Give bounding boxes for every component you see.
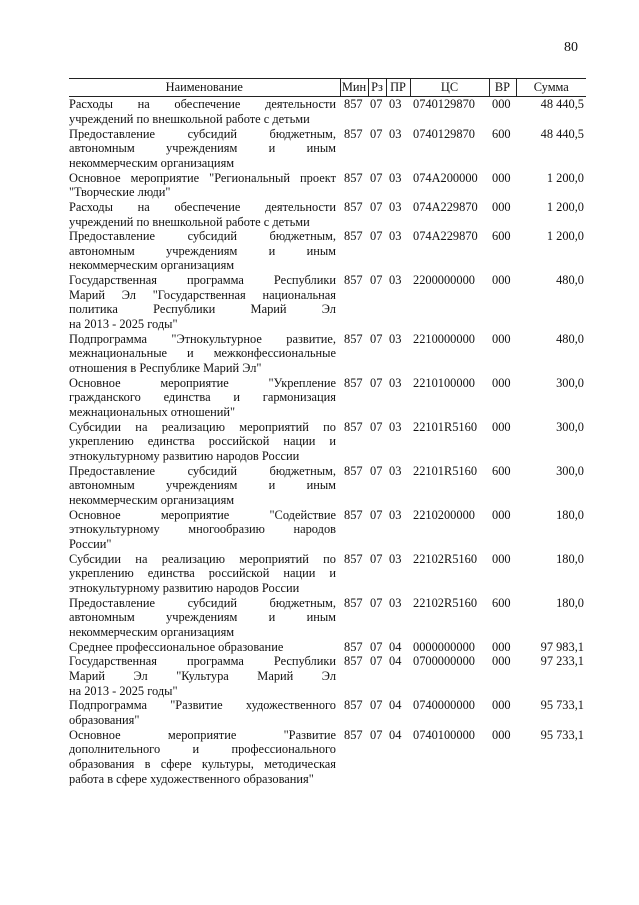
row-name-line: автономным учреждениям и иным [69, 141, 336, 156]
row-cs: 0740129870 [413, 126, 475, 141]
row-rz: 07 [370, 463, 383, 478]
row-vr: 000 [492, 639, 511, 654]
row-name-line: Подпрограмма "Этнокультурное развитие, [69, 331, 336, 346]
row-name [69, 551, 340, 595]
row-sum: 480,0 [556, 331, 584, 346]
row-rz: 07 [370, 97, 383, 112]
row-name-line: России" [69, 536, 112, 551]
row-sum: 180,0 [556, 507, 584, 522]
row-min: 857 [344, 551, 363, 566]
row-name [69, 595, 340, 639]
row-vr: 000 [492, 698, 511, 713]
row-min: 857 [344, 698, 363, 713]
row-cs: 22102R5160 [413, 595, 478, 610]
header-rz: Рз [368, 79, 386, 97]
row-sum: 95 733,1 [540, 727, 584, 742]
row-name [69, 170, 340, 199]
row-name [69, 97, 340, 127]
row-name-line: межнациональных отношений" [69, 404, 236, 419]
row-pr: 03 [389, 551, 402, 566]
row-vr: 000 [492, 331, 511, 346]
budget-table-container [69, 78, 586, 786]
table-row [69, 332, 586, 376]
row-cs: 0000000000 [413, 639, 475, 654]
row-rz: 07 [370, 170, 383, 185]
row-vr: 600 [492, 463, 511, 478]
row-sum: 48 440,5 [540, 97, 584, 112]
row-sum: 1 200,0 [546, 170, 584, 185]
row-name-line: Основное мероприятие "Развитие [69, 727, 336, 742]
row-cs: 22101R5160 [413, 419, 478, 434]
row-name [69, 728, 340, 787]
row-sum: 97 233,1 [540, 654, 584, 669]
row-name [69, 639, 340, 654]
row-min: 857 [344, 229, 363, 244]
row-name [69, 654, 340, 698]
row-vr: 000 [492, 727, 511, 742]
row-name-line: Основное мероприятие "Содействие [69, 507, 336, 522]
row-name-line: Субсидии на реализацию мероприятий по [69, 419, 336, 434]
row-cs: 2210000000 [413, 331, 475, 346]
row-name [69, 126, 340, 170]
row-min: 857 [344, 97, 363, 112]
table-row [69, 551, 586, 595]
row-name [69, 420, 340, 464]
row-name-line: автономным учреждениям и иным [69, 610, 336, 625]
row-rz: 07 [370, 639, 383, 654]
row-name-line: работа в сфере художественного образования" [69, 771, 314, 786]
row-cs: 074A229870 [413, 229, 478, 244]
row-pr: 03 [389, 229, 402, 244]
row-vr: 000 [492, 419, 511, 434]
row-name-line: Расходы на обеспечение деятельности [69, 199, 336, 214]
row-pr: 03 [389, 97, 402, 112]
row-cs: 0740129870 [413, 97, 475, 112]
row-name-line: на 2013 - 2025 годы" [69, 683, 178, 698]
row-sum: 480,0 [556, 273, 584, 288]
row-name-line: Предоставление субсидий бюджетным, [69, 595, 336, 610]
row-name-line: Основное мероприятие "Региональный проект [69, 170, 336, 185]
row-min: 857 [344, 727, 363, 742]
row-pr: 03 [389, 199, 402, 214]
row-name-line: укреплению единства российской нации и [69, 434, 336, 449]
row-name-line: гражданского единства и гармонизация [69, 390, 336, 405]
row-name [69, 229, 340, 273]
row-name-line: автономным учреждениям и иным [69, 478, 336, 493]
row-name-line: Государственная программа Республики [69, 273, 336, 288]
row-pr: 03 [389, 419, 402, 434]
row-min: 857 [344, 273, 363, 288]
row-sum: 95 733,1 [540, 698, 584, 713]
row-sum: 180,0 [556, 551, 584, 566]
budget-table [69, 78, 586, 786]
row-name [69, 698, 340, 727]
row-vr: 000 [492, 375, 511, 390]
row-pr: 03 [389, 126, 402, 141]
table-row [69, 200, 586, 229]
row-min: 857 [344, 595, 363, 610]
row-sum: 180,0 [556, 595, 584, 610]
row-name-line: политика Республики Марий Эл [69, 302, 336, 317]
row-rz: 07 [370, 727, 383, 742]
row-min: 857 [344, 463, 363, 478]
row-min: 857 [344, 199, 363, 214]
row-cs: 0740000000 [413, 698, 475, 713]
table-row [69, 639, 586, 654]
header-min: Мин [340, 79, 368, 97]
row-rz: 07 [370, 507, 383, 522]
row-name-line: некоммерческим организациям [69, 155, 235, 170]
row-sum: 1 200,0 [546, 229, 584, 244]
table-row [69, 170, 586, 199]
row-vr: 600 [492, 595, 511, 610]
row-pr: 03 [389, 170, 402, 185]
row-name-line: Предоставление субсидий бюджетным, [69, 463, 336, 478]
row-min: 857 [344, 375, 363, 390]
row-cs: 2210200000 [413, 507, 475, 522]
row-pr: 04 [389, 654, 402, 669]
row-rz: 07 [370, 375, 383, 390]
row-pr: 03 [389, 463, 402, 478]
row-name-line: "Творческие люди" [69, 185, 171, 200]
table-row [69, 508, 586, 552]
row-min: 857 [344, 331, 363, 346]
header-cs: ЦС [410, 79, 489, 97]
row-name-line: Марий Эл "Культура Марий Эл [69, 668, 336, 683]
row-min: 857 [344, 419, 363, 434]
row-name-line: Марий Эл "Государственная национальная [69, 287, 336, 302]
row-rz: 07 [370, 419, 383, 434]
header-vr: ВР [489, 79, 516, 97]
row-name-line: Расходы на обеспечение деятельности [69, 97, 336, 112]
header-name: Наименование [69, 79, 340, 97]
row-name-line: Предоставление субсидий бюджетным, [69, 126, 336, 141]
row-name-line: Среднее профессиональное образование [69, 639, 284, 654]
row-pr: 04 [389, 727, 402, 742]
row-rz: 07 [370, 331, 383, 346]
row-vr: 000 [492, 273, 511, 288]
row-cs: 074A200000 [413, 170, 478, 185]
row-rz: 07 [370, 595, 383, 610]
row-name-line: отношения в Республике Марий Эл" [69, 361, 262, 375]
row-name-line: дополнительного и профессионального [69, 742, 336, 757]
table-row [69, 376, 586, 420]
row-vr: 000 [492, 199, 511, 214]
table-row [69, 728, 586, 787]
row-min: 857 [344, 507, 363, 522]
row-name-line: этнокультурному многообразию народов [69, 522, 336, 537]
row-name-line: автономным учреждениям и иным [69, 243, 336, 258]
row-name-line: Предоставление субсидий бюджетным, [69, 229, 336, 244]
header-sum: Сумма [516, 79, 586, 97]
row-vr: 000 [492, 170, 511, 185]
row-name-line: на 2013 - 2025 годы" [69, 317, 178, 332]
row-pr: 03 [389, 595, 402, 610]
row-cs: 0700000000 [413, 654, 475, 669]
row-cs: 074A229870 [413, 199, 478, 214]
row-name-line: некоммерческим организациям [69, 624, 235, 639]
row-name [69, 332, 340, 376]
row-rz: 07 [370, 551, 383, 566]
table-row [69, 595, 586, 639]
row-sum: 300,0 [556, 375, 584, 390]
row-name [69, 376, 340, 420]
row-vr: 600 [492, 229, 511, 244]
row-sum: 1 200,0 [546, 199, 584, 214]
row-pr: 03 [389, 331, 402, 346]
row-vr: 000 [492, 551, 511, 566]
row-name-line: образования в сфере культуры, методическая [69, 756, 336, 771]
row-rz: 07 [370, 698, 383, 713]
row-pr: 04 [389, 698, 402, 713]
row-sum: 97 983,1 [540, 639, 584, 654]
row-name-line: этнокультурному развитию народов России [69, 448, 300, 463]
table-row [69, 126, 586, 170]
header-pr: ПР [386, 79, 410, 97]
row-name [69, 273, 340, 332]
row-sum: 300,0 [556, 419, 584, 434]
row-min: 857 [344, 654, 363, 669]
row-pr: 04 [389, 639, 402, 654]
table-row [69, 97, 586, 127]
row-name [69, 464, 340, 508]
row-min: 857 [344, 126, 363, 141]
row-name-line: Подпрограмма "Развитие художественного [69, 698, 336, 713]
row-cs: 2210100000 [413, 375, 475, 390]
row-sum: 48 440,5 [540, 126, 584, 141]
row-vr: 000 [492, 507, 511, 522]
row-sum: 300,0 [556, 463, 584, 478]
row-vr: 000 [492, 654, 511, 669]
row-min: 857 [344, 639, 363, 654]
row-cs: 22101R5160 [413, 463, 478, 478]
row-vr: 600 [492, 126, 511, 141]
table-body [69, 97, 586, 787]
row-name [69, 200, 340, 229]
table-header [69, 79, 586, 97]
row-name-line: Субсидии на реализацию мероприятий по [69, 551, 336, 566]
row-vr: 000 [492, 97, 511, 112]
row-rz: 07 [370, 126, 383, 141]
row-name-line: некоммерческим организациям [69, 492, 235, 507]
row-name [69, 508, 340, 552]
table-row [69, 654, 586, 698]
row-rz: 07 [370, 654, 383, 669]
row-name-line: межнациональные и межконфессиональные [69, 346, 336, 361]
row-name-line: Государственная программа Республики [69, 654, 336, 669]
page-number: 80 [564, 40, 578, 55]
row-cs: 2200000000 [413, 273, 475, 288]
table-row [69, 273, 586, 332]
table-row [69, 698, 586, 727]
row-name-line: этнокультурному развитию народов России [69, 580, 300, 595]
row-pr: 03 [389, 273, 402, 288]
row-name-line: учреждений по внешкольной работе с детьми [69, 214, 310, 229]
row-rz: 07 [370, 199, 383, 214]
table-row [69, 464, 586, 508]
row-cs: 22102R5160 [413, 551, 478, 566]
table-row [69, 420, 586, 464]
row-pr: 03 [389, 375, 402, 390]
row-pr: 03 [389, 507, 402, 522]
row-cs: 0740100000 [413, 727, 475, 742]
row-min: 857 [344, 170, 363, 185]
row-name-line: учреждений по внешкольной работе с детьми [69, 111, 310, 126]
row-name-line: укреплению единства российской нации и [69, 566, 336, 581]
row-rz: 07 [370, 229, 383, 244]
row-name-line: образования" [69, 712, 140, 727]
row-name-line: Основное мероприятие "Укрепление [69, 375, 336, 390]
row-name-line: некоммерческим организациям [69, 258, 235, 273]
table-row [69, 229, 586, 273]
row-rz: 07 [370, 273, 383, 288]
